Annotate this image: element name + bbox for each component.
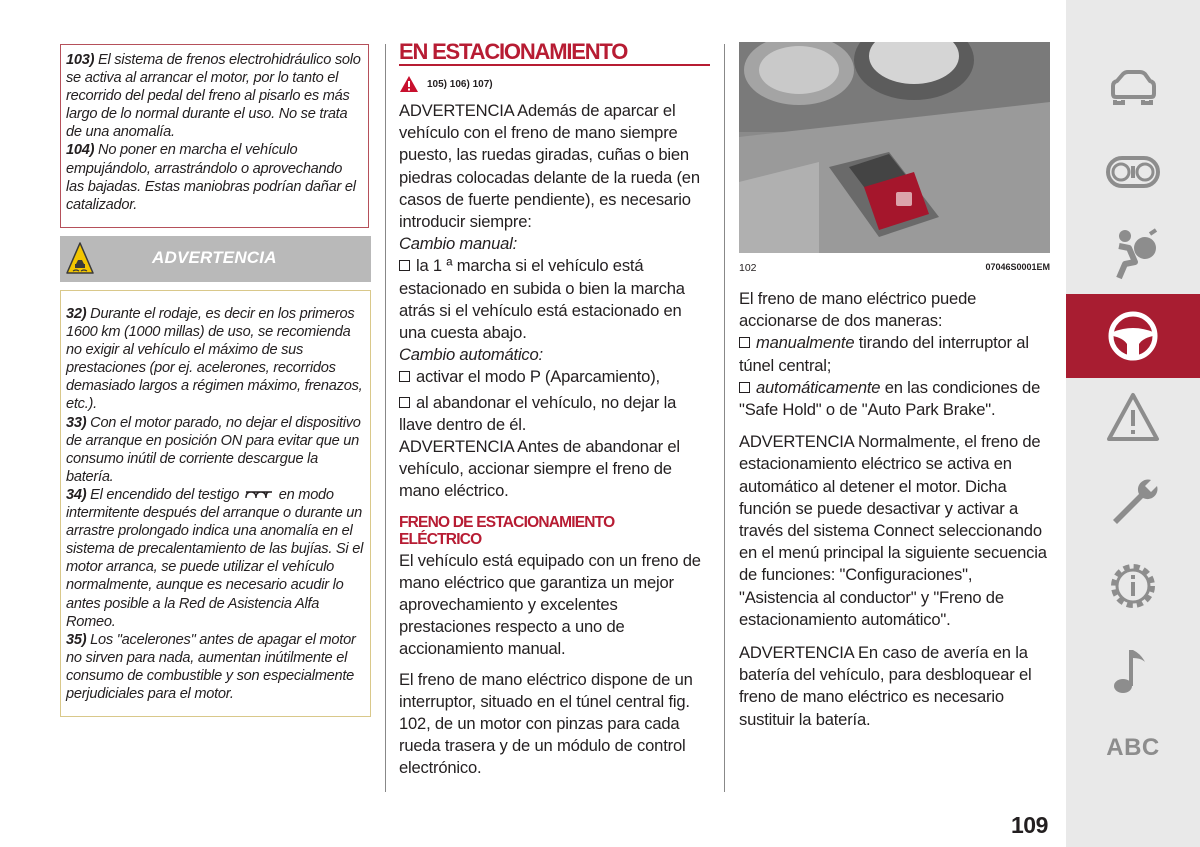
paragraph: El freno de mano eléctrico puede accionarse de dos maneras:	[739, 289, 977, 331]
wrench-icon[interactable]	[1066, 460, 1200, 544]
figure-code: 07046S0001EM	[985, 262, 1050, 272]
section-heading: EN ESTACIONAMIENTO	[399, 39, 628, 64]
list-item: manualmente tirando del interruptor al túnel central;	[739, 333, 1029, 375]
warning-triangle-icon	[399, 75, 419, 93]
car-icon	[1105, 60, 1161, 116]
list-item: al abandonar el vehículo, no dejar la llave dentro de él.	[399, 392, 677, 434]
column-divider	[724, 44, 725, 792]
music-note-icon	[1105, 642, 1161, 698]
list-item: la 1 ª marcha si el vehículo está estacionado en subida o bien la marcha atrás si el vehículo está estacionado en una cuesta abajo.	[399, 256, 685, 343]
warning-notes-box	[60, 44, 369, 228]
checkbox-bullet-icon	[399, 397, 410, 408]
figure-caption	[739, 262, 1050, 276]
column-divider	[385, 44, 386, 792]
subsection-heading: FRENO DE ESTACIONAMIENTO ELÉCTRICO	[399, 513, 615, 548]
steering-wheel-icon	[1105, 308, 1161, 364]
note-33: 33) Con el motor parado, no dejar el dispositivo de arranque en posición ON para evitar que un consumo inútil de corriente descargue la batería.	[66, 414, 361, 485]
automatic-label: Cambio automático:	[399, 345, 543, 365]
airbag-person-icon[interactable]	[1066, 212, 1200, 296]
checkbox-bullet-icon	[399, 371, 410, 382]
warning-triangle-icon	[1105, 390, 1161, 446]
paragraph: El vehículo está equipado con un freno de mano eléctrico que garantiza un mejor aprovechamiento y excelentes prestaciones respecto a uno de accionamiento manual.	[399, 550, 701, 659]
info-gear-icon[interactable]	[1066, 544, 1200, 628]
skidding-car-warning-icon	[65, 240, 95, 278]
right-column	[739, 42, 1050, 731]
abc-index-item[interactable]	[1066, 706, 1200, 790]
paragraph: El freno de mano eléctrico dispone de un interruptor, situado en el túnel central fig. 102, de un motor con pinzas para cada rueda trasera y de un módulo de control electrónico.	[399, 669, 693, 778]
list-item: automáticamente en las condiciones de "Safe Hold" o de "Auto Park Brake".	[739, 377, 1041, 420]
info-gear-icon	[1105, 558, 1161, 614]
note-103: 103) El sistema de frenos electrohidráulico solo se activa al arrancar el motor, por lo tanto el recorrido del pedal del freno al pisarlo es más largo de lo normal durante el uso. No se trata de una anomalía.	[66, 52, 361, 141]
note-104: 104) No poner en marcha el vehículo empujándolo, arrastrándolo o aprovechando las bajadas. Estas maniobras podrían dañar el catalizador.	[66, 142, 356, 213]
figure-number: 102	[739, 262, 757, 274]
middle-column	[399, 40, 711, 780]
checkbox-bullet-icon	[739, 382, 750, 393]
parking-brake-photo	[739, 42, 1050, 253]
abc-label: ABC	[1106, 734, 1160, 761]
glow-plug-icon	[243, 489, 275, 501]
paragraph: ADVERTENCIA Antes de abandonar el vehículo, accionar siempre el freno de mano eléctrico.	[399, 437, 680, 501]
manual-label: Cambio manual:	[399, 234, 518, 254]
center-console-image	[739, 42, 1050, 253]
caution-notes-box	[60, 290, 371, 717]
warning-triangle-icon[interactable]	[1066, 376, 1200, 460]
wrench-icon	[1105, 474, 1161, 530]
reference-numbers: 105) 106) 107)	[427, 78, 493, 90]
paragraph: ADVERTENCIA Además de aparcar el vehículo con el freno de mano siempre puesto, las ruedas giradas, cuñas o bien piedras colocadas delante de la rueda (en casos de fuerte pendiente), es necesario introducir siempre:	[399, 101, 700, 232]
advertencia-banner	[60, 236, 371, 282]
music-note-icon[interactable]	[1066, 628, 1200, 712]
dashboard-icon[interactable]	[1066, 130, 1200, 214]
note-34: 34) El encendido del testigo en modo intermitente después del arranque o durante un arrastre prolongado indica una anomalía en el sistema de precalentamiento de las bujías. Si el motor arranca, se puede utilizar el vehículo normalmente, aunque es necesario acudir lo antes posible a la Red de Asistencia Alfa Romeo.	[66, 486, 364, 630]
dashboard-icon	[1105, 144, 1161, 200]
steering-wheel-icon[interactable]	[1066, 294, 1200, 378]
chapter-sidebar	[1066, 0, 1200, 847]
list-item: activar el modo P (Aparcamiento),	[399, 366, 711, 388]
checkbox-bullet-icon	[399, 260, 410, 271]
note-35: 35) Los "acelerones" antes de apagar el motor no sirven para nada, aumentan inútilmente el consumo de combustible y son especialmente perjudiciales para el motor.	[66, 631, 356, 702]
paragraph: ADVERTENCIA En caso de avería en la batería del vehículo, para desbloquear el freno de mano eléctrico es necesario sustituir la batería.	[739, 643, 1032, 729]
heading-rule	[399, 64, 710, 66]
checkbox-bullet-icon	[739, 337, 750, 348]
advertencia-label: ADVERTENCIA	[152, 248, 277, 267]
note-32: 32) Durante el rodaje, es decir en los primeros 1600 km (1000 millas) de uso, se recomienda no exigir al vehículo el máximo de sus prestaciones (por ej. acelerones, recorridos demasiado largos a régimen máximo, frenazos, etc.).	[66, 306, 363, 413]
airbag-person-icon	[1105, 226, 1161, 282]
paragraph: ADVERTENCIA Normalmente, el freno de estacionamiento eléctrico se activa en automático al detener el motor. Dicha función se puede desactivar y activar a través del sistema Connect seleccionando en el menú principal la siguiente secuencia de funciones: "Configuraciones", "Asistencia al conductor" y "Freno de estacionamiento automático".	[739, 432, 1047, 629]
page-number: 109	[1011, 812, 1048, 838]
car-icon[interactable]	[1066, 46, 1200, 130]
warning-references	[399, 74, 711, 94]
